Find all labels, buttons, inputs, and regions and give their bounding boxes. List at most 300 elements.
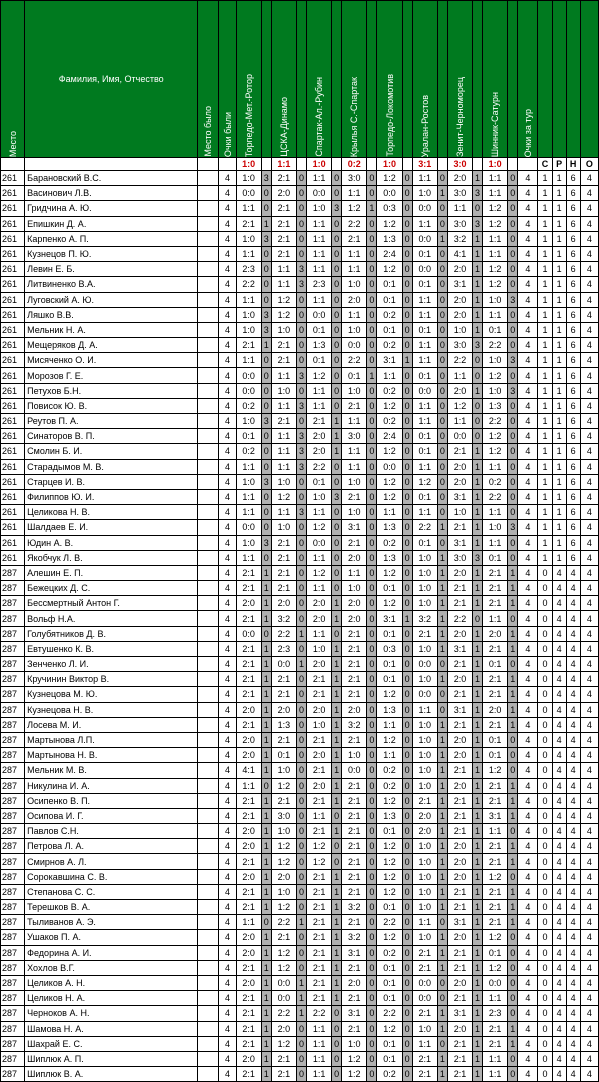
name-cell: Юдин А. В. [25, 535, 198, 550]
prediction-cell: 2:1 [236, 672, 261, 687]
tour-points-cell: 4 [518, 702, 538, 717]
stat-n-cell: 4 [566, 1051, 580, 1066]
points-cell: 0 [261, 444, 271, 459]
points-were-cell: 4 [219, 641, 236, 656]
stat-r-cell: 1 [552, 186, 566, 201]
stat-s-cell: 0 [538, 1006, 552, 1021]
stat-s-cell: 0 [538, 975, 552, 990]
points-cell: 0 [402, 1036, 412, 1051]
points-cell: 1 [473, 1051, 483, 1066]
tour-points-cell: 4 [518, 1051, 538, 1066]
header-sep [367, 1, 377, 158]
points-cell: 0 [508, 611, 518, 626]
stat-s-cell: 0 [538, 960, 552, 975]
prediction-cell: 1:0 [236, 414, 261, 429]
prediction-cell: 2:0 [342, 292, 367, 307]
points-cell: 0 [296, 748, 306, 763]
points-cell: 1 [332, 414, 342, 429]
table-row [1, 1021, 599, 1036]
points-cell: 0 [332, 231, 342, 246]
points-cell: 0 [402, 778, 412, 793]
points-cell: 0 [437, 915, 447, 930]
stat-r-cell: 4 [552, 611, 566, 626]
points-cell: 1 [437, 186, 447, 201]
prediction-cell: 1:0 [342, 505, 367, 520]
stat-o-cell: 4 [580, 565, 598, 580]
table-row [1, 201, 599, 216]
prediction-cell: 1:2 [342, 1067, 367, 1082]
stat-r-cell: 1 [552, 520, 566, 535]
points-were-cell: 4 [219, 353, 236, 368]
prediction-cell: 1:1 [412, 702, 437, 717]
points-cell: 3 [261, 307, 271, 322]
points-cell: 0 [367, 778, 377, 793]
points-cell: 0 [367, 581, 377, 596]
place-was-cell [198, 186, 219, 201]
prediction-cell: 1:0 [342, 748, 367, 763]
prediction-cell: 0:2 [377, 1067, 402, 1082]
points-cell: 1 [437, 596, 447, 611]
prediction-cell: 0:1 [412, 535, 437, 550]
prediction-cell: 2:1 [447, 945, 472, 960]
points-cell: 0 [402, 338, 412, 353]
tour-points-cell: 4 [518, 748, 538, 763]
prediction-cell: 0:1 [377, 626, 402, 641]
points-cell: 0 [402, 474, 412, 489]
stat-n-cell: 4 [566, 824, 580, 839]
points-cell: 1 [261, 687, 271, 702]
points-cell: 0 [332, 626, 342, 641]
points-cell: 1 [261, 732, 271, 747]
stat-n-cell: 6 [566, 535, 580, 550]
points-cell: 0 [332, 368, 342, 383]
points-cell: 1 [332, 975, 342, 990]
prediction-cell: 1:2 [377, 869, 402, 884]
stat-n-cell: 6 [566, 550, 580, 565]
prediction-cell: 3:2 [447, 231, 472, 246]
points-cell: 1 [508, 778, 518, 793]
place-was-cell [198, 277, 219, 292]
points-cell: 0 [437, 353, 447, 368]
prediction-cell: 2:1 [236, 884, 261, 899]
prediction-cell: 1:2 [412, 474, 437, 489]
points-were-cell: 4 [219, 414, 236, 429]
prediction-cell: 1:0 [412, 854, 437, 869]
points-cell: 0 [508, 975, 518, 990]
prediction-cell: 2:0 [236, 975, 261, 990]
place-cell: 261 [1, 338, 25, 353]
stat-r-cell: 1 [552, 368, 566, 383]
points-cell: 1 [473, 763, 483, 778]
points-cell: 1 [508, 915, 518, 930]
points-cell: 0 [402, 535, 412, 550]
points-cell: 0 [402, 672, 412, 687]
prediction-cell: 1:2 [271, 839, 296, 854]
prediction-cell: 1:0 [342, 383, 367, 398]
stat-s-cell: 0 [538, 839, 552, 854]
points-cell: 1 [437, 884, 447, 899]
place-was-cell [198, 262, 219, 277]
prediction-cell: 1:2 [377, 262, 402, 277]
points-cell: 1 [437, 839, 447, 854]
prediction-cell: 1:1 [483, 1051, 508, 1066]
prediction-cell: 1:1 [483, 246, 508, 261]
stat-n-cell: 6 [566, 246, 580, 261]
points-cell: 0 [367, 383, 377, 398]
stat-o-cell: 4 [580, 520, 598, 535]
points-were-cell: 4 [219, 626, 236, 641]
points-cell: 1 [473, 808, 483, 823]
points-were-cell: 4 [219, 687, 236, 702]
table-row [1, 1006, 599, 1021]
stat-r-cell: 1 [552, 262, 566, 277]
prediction-cell: 0:1 [412, 277, 437, 292]
prediction-cell: 2:1 [483, 793, 508, 808]
name-cell: Луговский А. Ю. [25, 292, 198, 307]
tour-points-cell: 4 [518, 383, 538, 398]
prediction-cell: 2:0 [342, 975, 367, 990]
place-cell: 287 [1, 854, 25, 869]
points-cell: 1 [332, 444, 342, 459]
prediction-cell: 1:0 [412, 1021, 437, 1036]
points-cell: 0 [332, 505, 342, 520]
header-points-were: Очки были [219, 1, 236, 158]
points-were-cell: 4 [219, 565, 236, 580]
points-cell: 0 [367, 672, 377, 687]
table-row [1, 307, 599, 322]
prediction-cell: 2:2 [307, 459, 332, 474]
points-were-cell: 4 [219, 535, 236, 550]
stat-o-cell: 4 [580, 581, 598, 596]
prediction-cell: 2:1 [412, 1067, 437, 1082]
stat-o-cell: 4 [580, 626, 598, 641]
prediction-cell: 0:0 [412, 383, 437, 398]
points-cell: 0 [437, 535, 447, 550]
points-were-cell: 4 [219, 824, 236, 839]
prediction-cell: 1:0 [412, 581, 437, 596]
points-cell: 0 [332, 1051, 342, 1066]
place-cell: 287 [1, 657, 25, 672]
points-were-cell: 4 [219, 307, 236, 322]
stat-r-cell: 1 [552, 429, 566, 444]
prediction-cell: 2:1 [447, 1067, 472, 1082]
prediction-cell: 3:2 [412, 611, 437, 626]
points-cell: 1 [261, 702, 271, 717]
points-cell: 0 [261, 383, 271, 398]
points-cell: 0 [402, 930, 412, 945]
prediction-cell: 2:1 [307, 884, 332, 899]
stat-n-cell: 6 [566, 307, 580, 322]
tour-points-cell: 4 [518, 414, 538, 429]
place-cell: 261 [1, 535, 25, 550]
name-cell: Старадымов М. В. [25, 459, 198, 474]
points-were-cell: 4 [219, 171, 236, 186]
prediction-cell: 1:1 [236, 550, 261, 565]
place-was-cell [198, 535, 219, 550]
prediction-cell: 1:1 [412, 292, 437, 307]
table-row [1, 717, 599, 732]
name-cell: Ляшко В.В. [25, 307, 198, 322]
points-cell: 0 [296, 687, 306, 702]
points-cell: 0 [261, 292, 271, 307]
points-cell: 0 [261, 459, 271, 474]
header-row [1, 1, 599, 158]
prediction-cell: 2:1 [342, 687, 367, 702]
prediction-cell: 2:0 [412, 824, 437, 839]
points-cell: 1 [508, 1021, 518, 1036]
header-match-6: Уралан-Ростов [412, 1, 437, 158]
stat-o-cell: 4 [580, 1021, 598, 1036]
points-cell: 1 [473, 535, 483, 550]
tour-points-cell: 4 [518, 565, 538, 580]
stat-n-cell: 4 [566, 687, 580, 702]
prediction-cell: 2:1 [447, 991, 472, 1006]
points-cell: 0 [508, 824, 518, 839]
name-cell: Осипова И. Г. [25, 808, 198, 823]
points-cell: 0 [437, 414, 447, 429]
prediction-cell: 1:0 [342, 581, 367, 596]
prediction-cell: 0:1 [377, 975, 402, 990]
prediction-cell: 2:1 [342, 854, 367, 869]
prediction-cell: 2:1 [342, 824, 367, 839]
prediction-cell: 2:1 [447, 808, 472, 823]
points-cell: 0 [402, 292, 412, 307]
prediction-cell: 2:0 [447, 459, 472, 474]
prediction-cell: 1:1 [342, 186, 367, 201]
place-was-cell [198, 975, 219, 990]
name-cell: Васинович Л.В. [25, 186, 198, 201]
points-cell: 0 [367, 1051, 377, 1066]
points-cell: 3 [508, 292, 518, 307]
points-cell: 1 [261, 900, 271, 915]
stat-n-cell: 4 [566, 641, 580, 656]
points-cell: 0 [367, 626, 377, 641]
stat-r-cell: 4 [552, 839, 566, 854]
prediction-cell: 2:1 [271, 353, 296, 368]
points-cell: 0 [402, 520, 412, 535]
points-cell: 1 [508, 1036, 518, 1051]
points-cell: 1 [437, 763, 447, 778]
stat-n-cell: 4 [566, 793, 580, 808]
points-cell: 0 [296, 1036, 306, 1051]
header-blank [538, 1, 552, 158]
table-row [1, 1067, 599, 1082]
points-cell: 0 [296, 581, 306, 596]
points-were-cell: 4 [219, 398, 236, 413]
prediction-cell: 0:1 [342, 368, 367, 383]
place-cell: 287 [1, 808, 25, 823]
stat-r-cell: 4 [552, 975, 566, 990]
tour-points-cell: 4 [518, 991, 538, 1006]
points-cell: 1 [296, 991, 306, 1006]
stat-s-cell: 0 [538, 626, 552, 641]
prediction-cell: 0:2 [483, 474, 508, 489]
points-cell: 1 [473, 793, 483, 808]
tour-points-cell: 4 [518, 824, 538, 839]
tour-points-cell: 4 [518, 960, 538, 975]
prediction-cell: 2:1 [342, 793, 367, 808]
prediction-cell: 1:1 [483, 459, 508, 474]
points-cell: 0 [508, 368, 518, 383]
points-cell: 0 [508, 414, 518, 429]
header-tour-points: Очки за тур [518, 1, 538, 158]
stat-o-cell: 4 [580, 246, 598, 261]
points-cell: 1 [437, 581, 447, 596]
points-cell: 0 [367, 186, 377, 201]
header-sep [437, 1, 447, 158]
points-cell: 0 [296, 307, 306, 322]
prediction-cell: 0:1 [377, 277, 402, 292]
prediction-cell: 2:1 [342, 869, 367, 884]
points-cell: 0 [367, 307, 377, 322]
points-cell: 1 [437, 231, 447, 246]
prediction-cell: 2:0 [447, 474, 472, 489]
points-cell: 0 [296, 702, 306, 717]
points-cell: 1 [508, 854, 518, 869]
points-cell: 0 [296, 171, 306, 186]
points-cell: 1 [332, 991, 342, 1006]
stat-o-cell: 4 [580, 900, 598, 915]
points-were-cell: 4 [219, 702, 236, 717]
points-cell: 1 [437, 854, 447, 869]
table-row [1, 975, 599, 990]
prediction-cell: 2:1 [342, 732, 367, 747]
prediction-cell: 1:2 [342, 201, 367, 216]
stat-s-cell: 0 [538, 1021, 552, 1036]
place-was-cell [198, 216, 219, 231]
points-were-cell: 4 [219, 444, 236, 459]
prediction-cell: 2:1 [483, 1036, 508, 1051]
name-cell: Зенченко Л. И. [25, 657, 198, 672]
points-cell: 0 [508, 550, 518, 565]
name-cell: Филиппов Ю. И. [25, 489, 198, 504]
stat-n-cell: 6 [566, 353, 580, 368]
prediction-cell: 1:1 [412, 459, 437, 474]
prediction-cell: 1:1 [342, 459, 367, 474]
prediction-cell: 1:1 [271, 459, 296, 474]
points-cell: 1 [261, 565, 271, 580]
points-were-cell: 4 [219, 915, 236, 930]
place-cell: 287 [1, 732, 25, 747]
points-cell: 1 [473, 748, 483, 763]
points-were-cell: 4 [219, 672, 236, 687]
tour-points-cell: 4 [518, 338, 538, 353]
prediction-cell: 1:1 [412, 398, 437, 413]
prediction-cell: 2:1 [271, 216, 296, 231]
points-cell: 3 [261, 171, 271, 186]
points-cell: 0 [367, 596, 377, 611]
prediction-cell: 1:1 [412, 1036, 437, 1051]
prediction-cell: 2:1 [412, 1006, 437, 1021]
prediction-cell: 1:1 [483, 186, 508, 201]
place-cell: 287 [1, 641, 25, 656]
points-cell: 0 [402, 277, 412, 292]
points-were-cell: 4 [219, 1067, 236, 1082]
points-were-cell: 4 [219, 763, 236, 778]
points-cell: 0 [367, 657, 377, 672]
prediction-cell: 1:0 [412, 748, 437, 763]
prediction-cell: 0:0 [271, 991, 296, 1006]
table-row [1, 277, 599, 292]
prediction-cell: 1:0 [412, 839, 437, 854]
prediction-cell: 2:2 [271, 1006, 296, 1021]
points-cell: 0 [332, 1006, 342, 1021]
points-cell: 1 [473, 231, 483, 246]
points-cell: 0 [437, 505, 447, 520]
prediction-cell: 1:0 [412, 186, 437, 201]
points-cell: 0 [296, 641, 306, 656]
place-cell: 261 [1, 246, 25, 261]
header-match-3: Спартак-Ал.-Рубин [307, 1, 332, 158]
prediction-cell: 0:0 [412, 687, 437, 702]
points-cell: 0 [296, 884, 306, 899]
points-cell: 1 [473, 824, 483, 839]
points-cell: 0 [437, 383, 447, 398]
prediction-cell: 1:2 [377, 687, 402, 702]
tour-points-cell: 4 [518, 520, 538, 535]
place-cell: 287 [1, 702, 25, 717]
points-cell: 3 [261, 535, 271, 550]
points-were-cell: 4 [219, 1036, 236, 1051]
table-row [1, 322, 599, 337]
name-cell: Осипенко В. П. [25, 793, 198, 808]
prediction-cell: 1:3 [377, 808, 402, 823]
prediction-cell: 2:1 [447, 1036, 472, 1051]
points-cell: 1 [261, 657, 271, 672]
place-cell: 287 [1, 960, 25, 975]
points-cell: 1 [473, 292, 483, 307]
points-cell: 0 [402, 216, 412, 231]
prediction-cell: 2:1 [483, 581, 508, 596]
points-cell: 0 [367, 459, 377, 474]
stat-r-cell: 4 [552, 991, 566, 1006]
prediction-cell: 3:1 [447, 489, 472, 504]
points-cell: 1 [508, 717, 518, 732]
points-cell: 0 [367, 763, 377, 778]
tour-points-cell: 4 [518, 353, 538, 368]
header-blank [566, 1, 580, 158]
prediction-cell: 1:2 [377, 489, 402, 504]
prediction-cell: 2:1 [236, 581, 261, 596]
points-cell: 0 [508, 535, 518, 550]
prediction-cell: 3:1 [377, 611, 402, 626]
stat-r-cell: 1 [552, 201, 566, 216]
stat-o-cell: 4 [580, 1067, 598, 1082]
place-cell: 287 [1, 900, 25, 915]
points-cell: 3 [508, 520, 518, 535]
prediction-cell: 0:1 [412, 444, 437, 459]
prediction-cell: 1:0 [307, 489, 332, 504]
points-cell: 0 [261, 186, 271, 201]
prediction-cell: 2:1 [307, 793, 332, 808]
points-cell: 0 [508, 262, 518, 277]
points-cell: 1 [367, 368, 377, 383]
prediction-cell: 1:1 [307, 1021, 332, 1036]
place-cell: 261 [1, 262, 25, 277]
prediction-cell: 1:0 [271, 520, 296, 535]
table-row [1, 687, 599, 702]
prediction-cell: 2:1 [271, 246, 296, 261]
stat-n-cell: 6 [566, 201, 580, 216]
stat-r-cell: 1 [552, 459, 566, 474]
prediction-cell: 2:1 [271, 201, 296, 216]
points-cell: 0 [402, 915, 412, 930]
prediction-cell: 3:2 [342, 900, 367, 915]
prediction-cell: 0:0 [236, 186, 261, 201]
stat-r-cell: 4 [552, 687, 566, 702]
points-cell: 1 [473, 505, 483, 520]
points-cell: 0 [296, 201, 306, 216]
